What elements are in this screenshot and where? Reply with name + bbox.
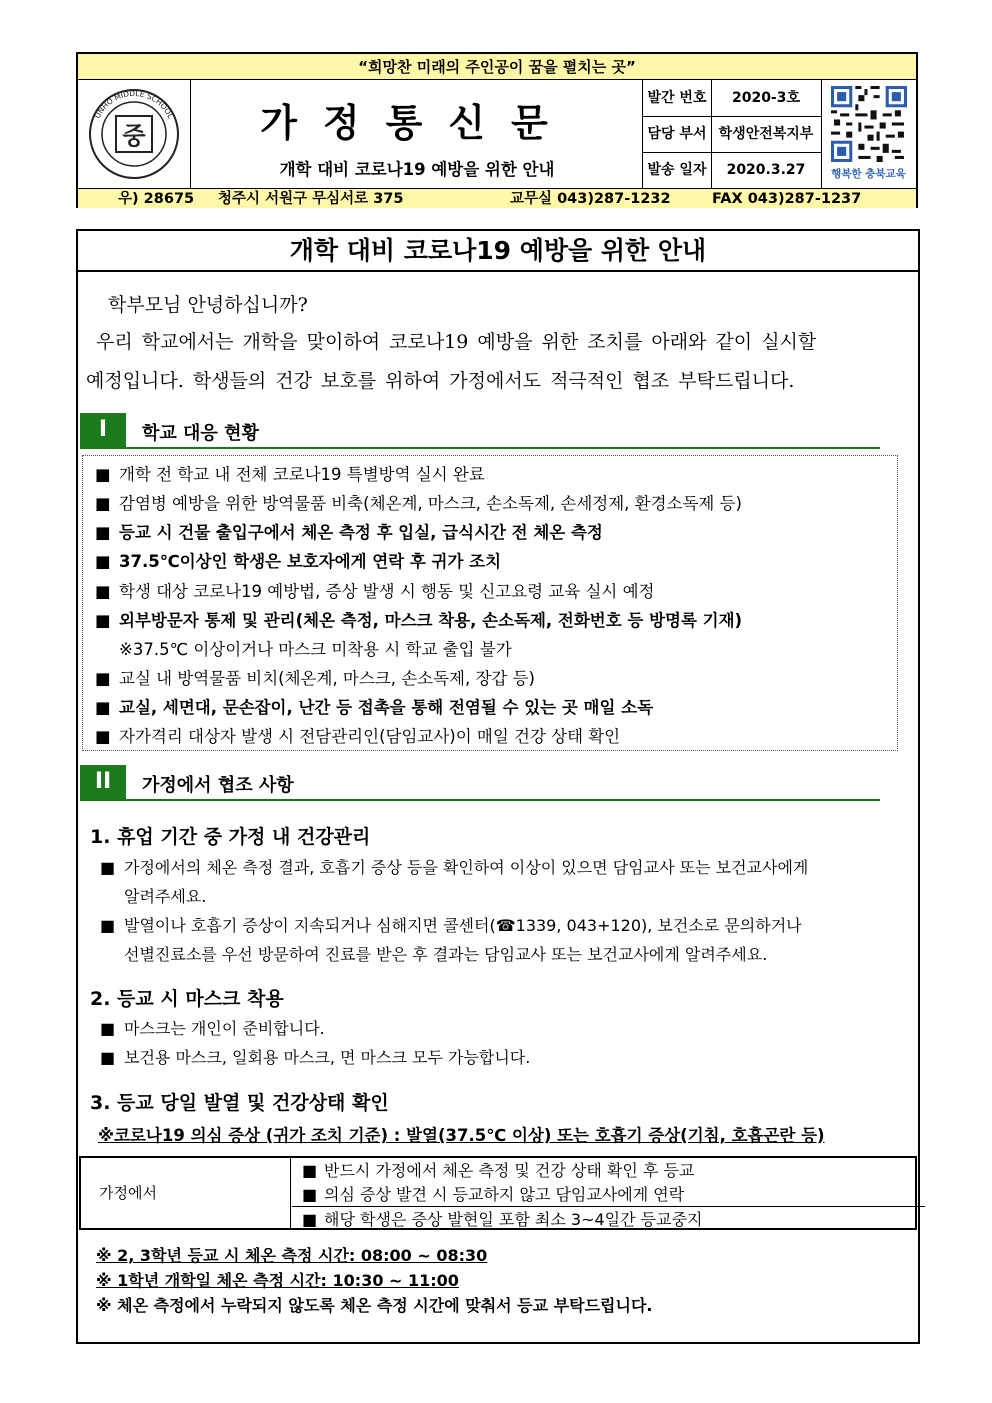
- list-item: [95, 548, 501, 572]
- title-cell: [191, 80, 643, 188]
- school-logo: [78, 80, 191, 188]
- list-item-text: 37.5℃이상인 학생은 보호자에게 연락 후 귀가 조치: [119, 552, 502, 571]
- info-label: 발송 일자: [643, 152, 712, 188]
- info-value: 학생안전복지부: [711, 116, 822, 152]
- intro-line-2: 예정입니다. 학생들의 건강 보호를 위하여 가정에서도 적극적인 협조 부탁드립니다.: [86, 370, 795, 392]
- table-cell-item: [292, 1206, 925, 1230]
- subsection-title: 3. 등교 당일 발열 및 건강상태 확인: [90, 1092, 389, 1114]
- bullet-icon: ■: [95, 611, 111, 630]
- qr-caption: 행복한 충북교육: [831, 168, 906, 180]
- list-item-text: 가정에서의 체온 측정 결과, 호흡기 증상 등을 확인하여 이상이 있으면 담임교사 또는 보건교사에게: [124, 858, 809, 877]
- list-item: [100, 913, 802, 936]
- info-row-date: [643, 152, 821, 188]
- section-header-school-response: [80, 413, 880, 447]
- section-header-home-cooperation: [80, 765, 880, 799]
- list-item-text: 마스크는 개인이 준비합니다.: [124, 1019, 325, 1038]
- list-item: [95, 578, 654, 602]
- list-item-text: 교실, 세면대, 문손잡이, 난간 등 접촉을 통해 전염될 수 있는 곳 매일 소독: [119, 698, 654, 717]
- qr-code-cell: [821, 80, 916, 188]
- list-item: [95, 490, 742, 514]
- newsletter-title: 가정통신문: [260, 100, 574, 145]
- bullet-icon: ■: [95, 698, 111, 717]
- school-motto: “희망찬 미래의 주인공이 꿈을 펼치는 곳”: [78, 54, 916, 80]
- address-bar: [78, 188, 916, 208]
- list-item-text: 등교 시 건물 출입구에서 체온 측정 후 입실, 급식시간 전 체온 측정: [119, 523, 603, 542]
- bullet-icon: ■: [100, 1048, 116, 1067]
- table-cell-text: 해당 학생은 증상 발현일 포함 최소 3~4일간 등교중지: [324, 1210, 703, 1229]
- table-cell-item: [292, 1158, 925, 1181]
- list-item: [100, 1016, 325, 1039]
- bullet-icon: ■: [95, 465, 111, 484]
- bullet-icon: ■: [95, 523, 111, 542]
- logo-character: 중: [122, 122, 146, 150]
- issue-info-table: [643, 80, 821, 188]
- list-item-text: 개학 전 학교 내 전체 코로나19 특별방역 실시 완료: [119, 465, 485, 484]
- list-item-continuation: 알려주세요.: [124, 887, 207, 906]
- info-label: 담당 부서: [643, 116, 712, 152]
- list-item-note: [95, 636, 512, 660]
- bullet-icon: ■: [302, 1161, 318, 1180]
- list-item-text: 외부방문자 통제 및 관리(체온 측정, 마스크 착용, 손소독제, 전화번호 등 방명록 기재): [119, 611, 743, 630]
- info-row-department: [643, 116, 821, 153]
- bullet-icon: ■: [100, 1019, 116, 1038]
- list-item-text: 자가격리 대상자 발생 시 전담관리인(담임교사)이 매일 건강 상태 확인: [119, 727, 621, 746]
- section-underline: [80, 447, 880, 449]
- qr-code-icon: [831, 86, 907, 162]
- section-number: I: [80, 413, 126, 447]
- bullet-icon: ■: [100, 858, 116, 877]
- list-item: [100, 1045, 530, 1068]
- bullet-icon: ■: [95, 669, 111, 688]
- greeting: 학부모님 안녕하십니까?: [108, 294, 308, 316]
- list-item-text: 교실 내 방역물품 비치(체온계, 마스크, 손소독제, 장갑 등): [119, 669, 535, 688]
- bullet-icon: ■: [95, 582, 111, 601]
- main-title: 개학 대비 코로나19 예방을 위한 안내: [76, 229, 920, 272]
- postal-code: 우) 28675: [118, 191, 195, 207]
- intro-line-1: 우리 학교에서는 개학을 맞이하여 코로나19 예방을 위한 조치를 아래와 같이 실시할: [96, 331, 817, 353]
- school-logo-cell: [78, 80, 191, 188]
- list-item: [95, 461, 485, 485]
- note-arrival-request: ※ 체온 측정에서 누락되지 않도록 체온 측정 시간에 맞춰서 등교 부탁드립니다.: [96, 1296, 653, 1315]
- bullet-icon: ■: [100, 916, 116, 935]
- home-check-table: [79, 1156, 917, 1230]
- section-number: II: [80, 765, 126, 799]
- info-value: 2020.3.27: [711, 152, 822, 188]
- list-item-text: 발열이나 호흡기 증상이 지속되거나 심해지면 콜센터(☎1339, 043+120), 보건소로 문의하거나: [124, 916, 802, 935]
- list-item-continuation: 선별진료소를 우선 방문하여 진료를 받은 후 결과는 담임교사 또는 보건교사에게 알려주세요.: [124, 945, 768, 964]
- table-cell-text: 반드시 가정에서 체온 측정 및 건강 상태 확인 후 등교: [324, 1161, 695, 1180]
- list-item-text: 학생 대상 코로나19 예방법, 증상 발생 시 행동 및 신고요령 교육 실시 예정: [119, 582, 655, 601]
- list-item: [100, 855, 808, 878]
- school-response-list: [82, 455, 898, 751]
- section-label: 가정에서 협조 사항: [142, 775, 294, 796]
- symptom-criteria: ※코로나19 의심 증상 (귀가 조치 기준) : 발열(37.5℃ 이상) 또는 호흡기 증상(기침, 호흡곤란 등): [98, 1126, 825, 1145]
- list-item: [95, 694, 653, 718]
- list-item: [95, 665, 535, 689]
- info-label: 발간 번호: [643, 80, 712, 116]
- info-row-issue-number: [643, 80, 821, 117]
- newsletter-header: [76, 52, 918, 208]
- note-measurement-time-grade1: ※ 1학년 개학일 체온 측정 시간: 10:30 ~ 11:00: [96, 1271, 459, 1290]
- svg-text:UNHO MIDDLE SCHOOL: UNHO MIDDLE SCHOOL: [92, 88, 176, 120]
- list-item: [95, 519, 603, 543]
- section-label: 학교 대응 현황: [142, 423, 259, 444]
- bullet-icon: ■: [95, 727, 111, 746]
- list-item-text: 보건용 마스크, 일회용 마스크, 면 마스크 모두 가능합니다.: [124, 1048, 531, 1067]
- table-cell-text: 의심 증상 발견 시 등교하지 않고 담임교사에게 연락: [324, 1185, 685, 1204]
- list-item-text: 감염병 예방을 위한 방역물품 비축(체온계, 마스크, 손소독제, 손세정제, 환경소독제 등): [119, 494, 742, 513]
- street-address: 청주시 서원구 무심서로 375: [218, 191, 404, 207]
- bullet-icon: ■: [95, 494, 111, 513]
- list-item: [95, 723, 620, 747]
- table-row-header: 가정에서: [81, 1158, 291, 1228]
- bullet-icon: ■: [302, 1185, 318, 1204]
- list-item-text: ※37.5℃ 이상이거나 마스크 미착용 시 학교 출입 불가: [119, 640, 512, 659]
- list-item: [95, 607, 742, 631]
- fax-number: FAX 043)287-1237: [712, 191, 862, 207]
- bullet-icon: ■: [95, 552, 111, 571]
- section-underline: [80, 799, 880, 801]
- note-measurement-time-grade23: ※ 2, 3학년 등교 시 체온 측정 시간: 08:00 ~ 08:30: [96, 1246, 488, 1265]
- info-value: 2020-3호: [711, 80, 822, 116]
- bullet-icon: ■: [302, 1210, 318, 1229]
- subsection-title: 1. 휴업 기간 중 가정 내 건강관리: [90, 826, 371, 848]
- table-cell-item: [292, 1182, 925, 1205]
- office-phone: 교무실 043)287-1232: [510, 191, 671, 207]
- subsection-title: 2. 등교 시 마스크 착용: [90, 988, 284, 1010]
- newsletter-subtitle: 개학 대비 코로나19 예방을 위한 안내: [279, 160, 555, 179]
